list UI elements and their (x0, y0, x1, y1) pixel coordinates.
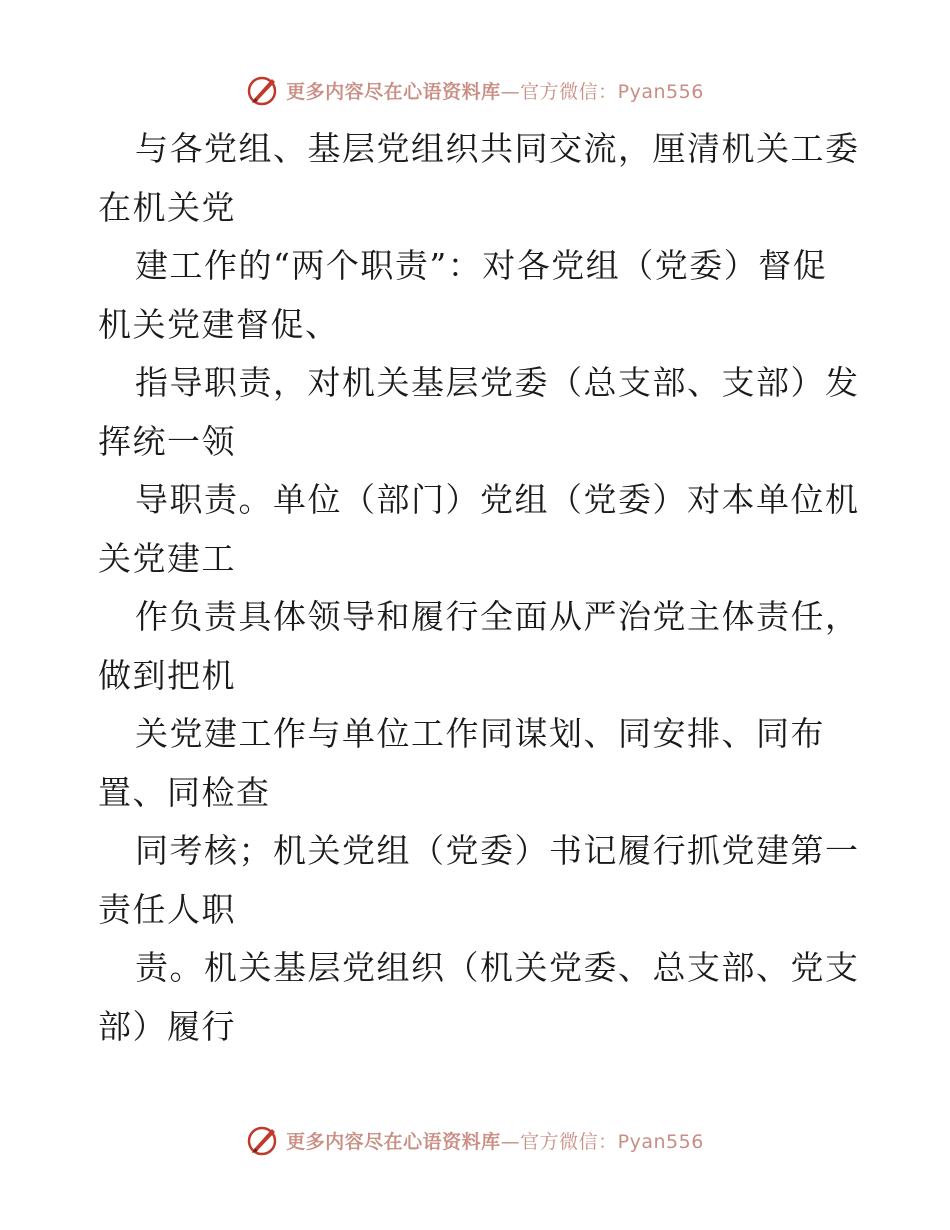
paragraph-line: 置、同检查 (98, 772, 271, 812)
paragraph-line: 作负责具体领导和履行全面从严治党主体责任， (135, 597, 860, 636)
document-body (98, 120, 858, 1056)
paragraph-line: 建工作的“两个职责”：对各党组（党委）督促 (135, 246, 828, 285)
paragraph-line: 与各党组、基层党组织共同交流，厘清机关工委 (135, 129, 860, 168)
footer-banner-text: 更多内容尽在心语资料库—官方微信：Pyan556 (286, 1130, 704, 1153)
quill-logo-icon (246, 1123, 280, 1157)
footer-banner (0, 1120, 950, 1160)
paragraph-line: 责。机关基层党组织（机关党委、总支部、党支 (135, 948, 860, 987)
paragraph-line: 责任人职 (98, 889, 236, 929)
quill-logo-icon (246, 73, 280, 107)
paragraph-line: 挥统一领 (98, 421, 236, 461)
paragraph-line: 部）履行 (98, 1006, 236, 1046)
paragraph-line: 在机关党 (98, 187, 236, 227)
header-banner-text: 更多内容尽在心语资料库—官方微信：Pyan556 (286, 80, 704, 103)
paragraph-line: 导职责。单位（部门）党组（党委）对本单位机 (135, 480, 860, 519)
paragraph-line: 关党建工作与单位工作同谋划、同安排、同布 (135, 714, 825, 753)
paragraph-line: 关党建工 (98, 538, 236, 578)
paragraph-line: 机关党建督促、 (98, 304, 340, 344)
paragraph-line: 指导职责，对机关基层党委（总支部、支部）发 (135, 363, 860, 402)
header-banner (0, 70, 950, 110)
paragraph-line: 同考核；机关党组（党委）书记履行抓党建第一 (135, 831, 860, 870)
paragraph-line: 做到把机 (98, 655, 236, 695)
